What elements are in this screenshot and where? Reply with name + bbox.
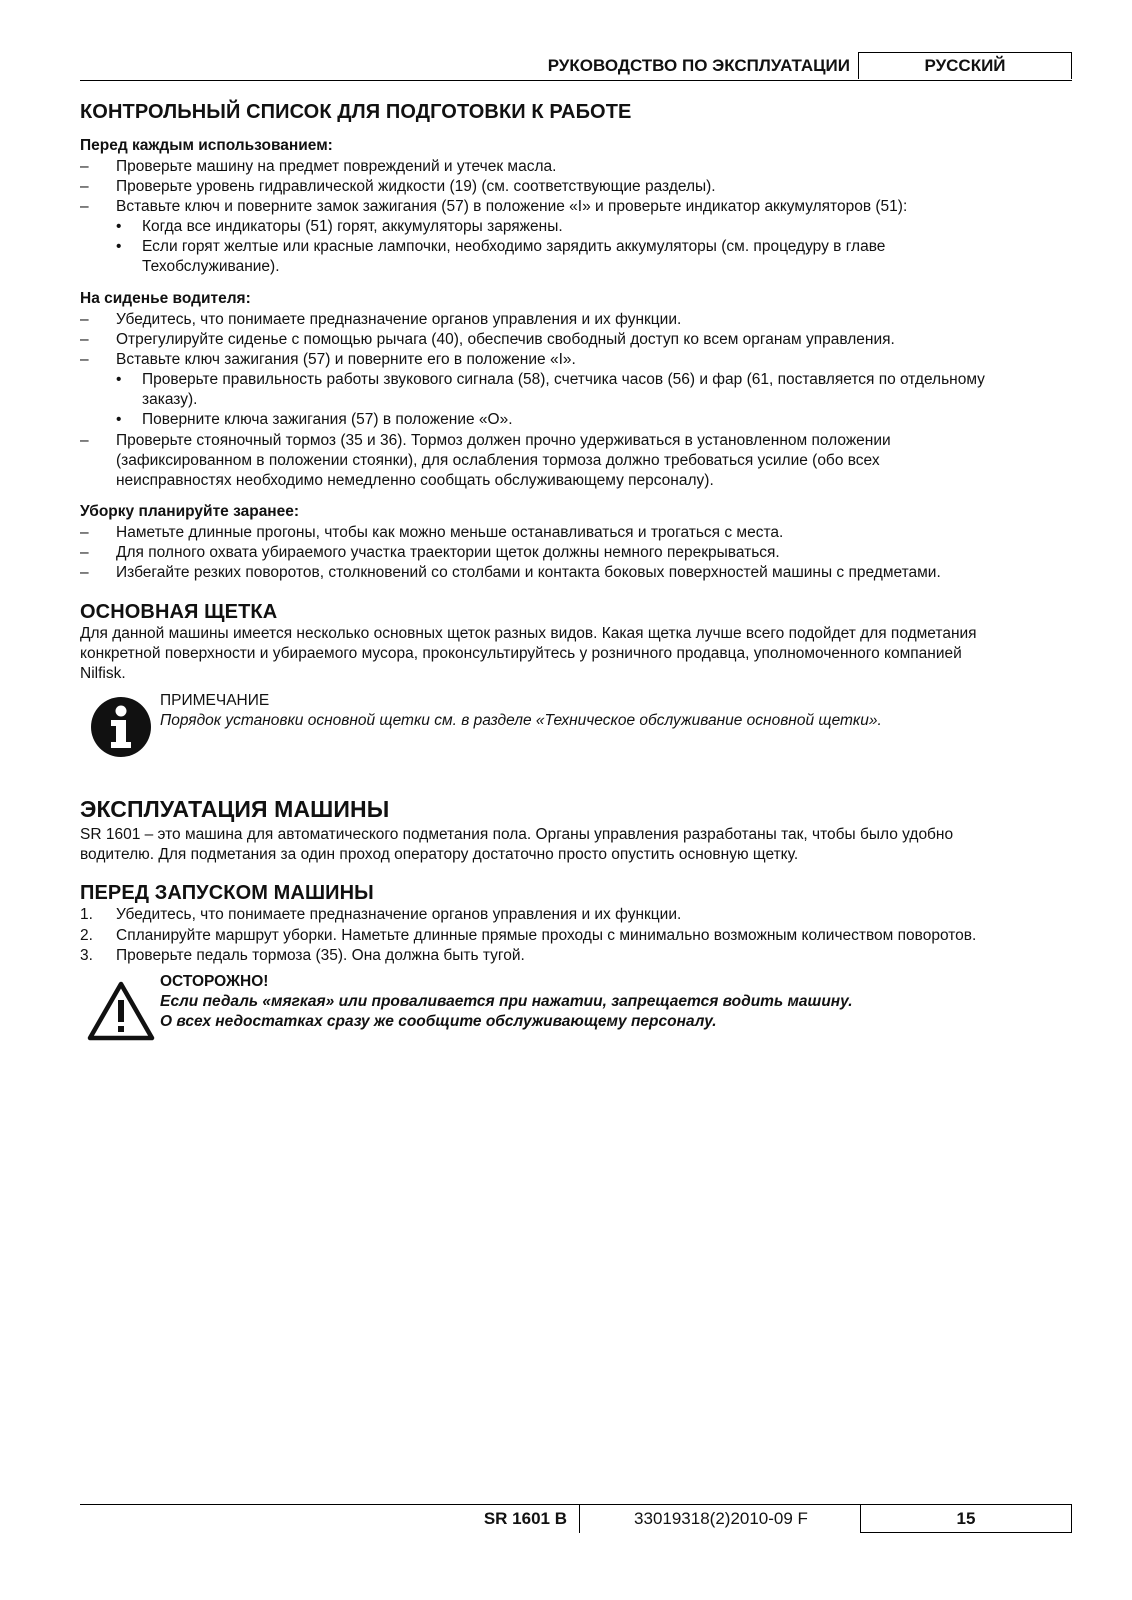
manual-title: РУКОВОДСТВО ПО ЭКСПЛУАТАЦИИ bbox=[547, 56, 850, 75]
language-label: РУССКИЙ bbox=[858, 52, 1072, 79]
before-start-title: ПЕРЕД ЗАПУСКОМ МАШИНЫ bbox=[80, 882, 374, 904]
main-brush-title: ОСНОВНАЯ ЩЕТКА bbox=[80, 601, 278, 623]
plan-heading: Уборку планируйте заранее: bbox=[80, 503, 300, 520]
checklist-title: КОНТРОЛЬНЫЙ СПИСОК ДЛЯ ПОДГОТОВКИ К РАБОТЕ bbox=[80, 101, 632, 123]
paragraph-line: водителю. Для подметания за один проход оператору достаточно просто опустить основную щетку. bbox=[80, 846, 799, 863]
page-number: 15 bbox=[860, 1505, 1072, 1533]
before-use-heading: Перед каждым использованием: bbox=[80, 137, 333, 154]
note-text: Порядок установки основной щетки см. в разделе «Техническое обслуживание основной щетки». bbox=[160, 712, 882, 729]
document-code: 33019318(2)2010-09 F bbox=[634, 1509, 808, 1528]
paragraph-line: SR 1601 – это машина для автоматического подметания пола. Органы управления разработаны так, чтобы было удобно bbox=[80, 826, 954, 843]
paragraph-line: конкретной поверхности и убираемого мусора, проконсультируйтесь у розничного продавца, уполномоченного компанией bbox=[80, 645, 962, 662]
page-header bbox=[80, 50, 1072, 81]
operation-title: ЭКСПЛУАТАЦИЯ МАШИНЫ bbox=[80, 796, 390, 822]
warning-text: Если педаль «мягкая» или проваливается при нажатии, запрещается водить машину. bbox=[160, 993, 853, 1010]
note-title: ПРИМЕЧАНИЕ bbox=[160, 692, 270, 709]
model-label: SR 1601 B bbox=[460, 1505, 580, 1533]
warning-icon bbox=[86, 980, 156, 1042]
driver-seat-heading: На сиденье водителя: bbox=[80, 290, 251, 307]
paragraph-line: Nilfisk. bbox=[80, 665, 126, 682]
page-footer bbox=[80, 1504, 1072, 1533]
info-icon bbox=[90, 696, 152, 758]
warning-text: О всех недостатках сразу же сообщите обслуживающему персоналу. bbox=[160, 1013, 717, 1030]
warning-title: ОСТОРОЖНО! bbox=[160, 973, 269, 990]
paragraph-line: Для данной машины имеется несколько основных щеток разных видов. Какая щетка лучше всего подойдет для подметания bbox=[80, 625, 977, 642]
